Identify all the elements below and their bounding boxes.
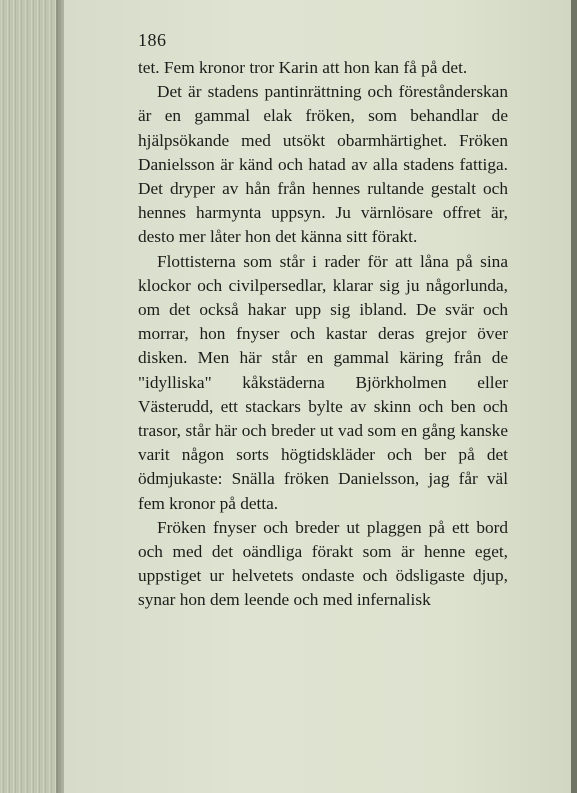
paragraph-flottisterna: Flottisterna som står i rader för att låna på sina klockor och civilpersedlar, klarar sig ju någorlunda, om det också hakar upp sig ibland. De svär och morrar, hon fnyser och kastar deras grejor över disken. Men här står en gammal käring från de "idylliska" kåkstäderna Björkholmen eller Västerudd, ett stackars bylte av skinn och ben och trasor, står här och breder ut vad som en gång kanske varit någon sorts högtidskläder och ber på det ödmjukaste: Snälla fröken Danielsson, jag får väl fem kronor på detta. xyxy=(138,251,508,513)
body-text xyxy=(138,56,508,613)
right-page-border xyxy=(571,0,577,793)
paragraph-froken-fnyser: Fröken fnyser och breder ut plaggen på ett bord och med det oändliga förakt som är henne eget, uppstiget ur helvetets ondaste och ödsligaste djup, synar hon dem leende och med infernalisk xyxy=(138,517,508,610)
page-number: 186 xyxy=(138,30,167,50)
paragraph-continuation: tet. Fem kronor tror Karin att hon kan få på det. xyxy=(138,58,468,77)
stacked-page-edges xyxy=(0,0,62,793)
paragraph-pantinrattning: Det är stadens pantinrättning och förestånderskan är en gammal elak fröken, som behandlar de hjälpsökande med utsökt obarmhärtighet. Fröken Danielsson är känd och hatad av alla stadens fattiga. Det dryper av hån från hennes rultande gestalt och hennes harmynta uppsyn. Ju värnlösare offret är, desto mer låter hon det känna sitt förakt. xyxy=(138,82,508,247)
